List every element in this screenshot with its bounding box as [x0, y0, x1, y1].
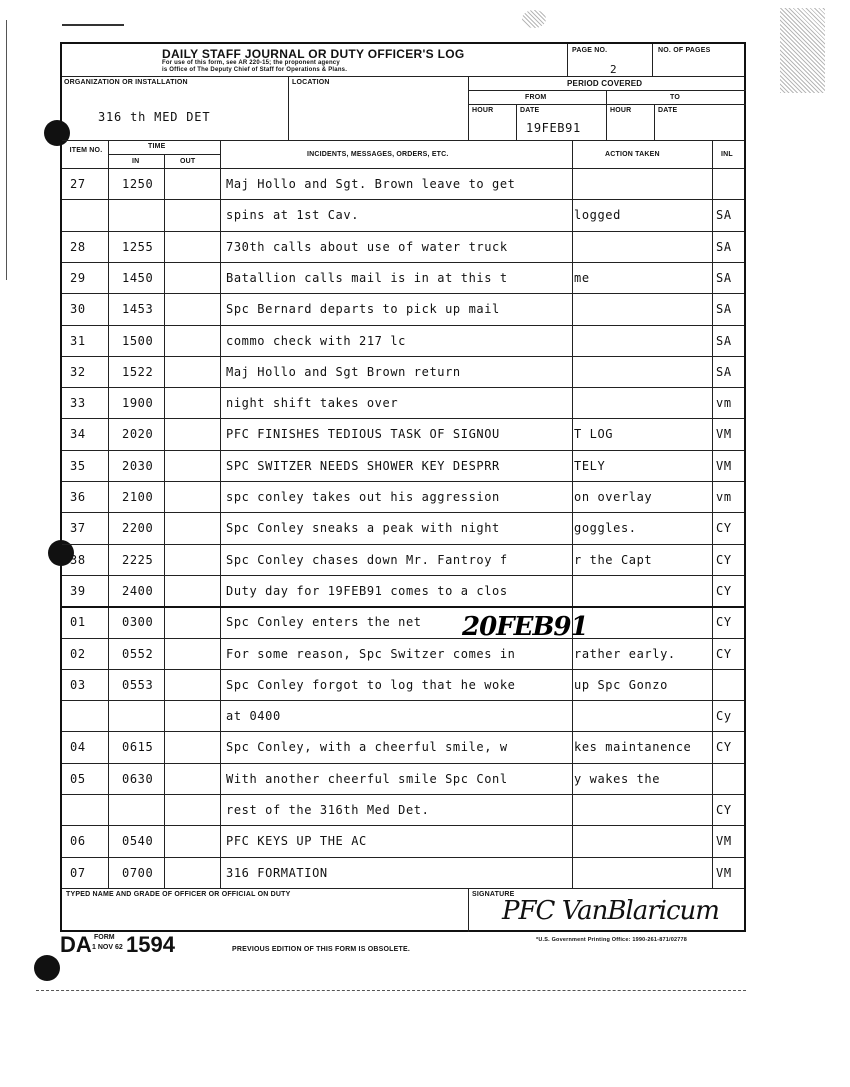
row-action-taken: me: [574, 270, 590, 285]
row-inl: SA: [716, 302, 732, 317]
row-incident-text: PFC KEYS UP THE AC: [226, 834, 367, 849]
typed-name-label: TYPED NAME AND GRADE OF OFFICER OR OFFICIAL ON DUTY: [66, 891, 291, 898]
row-time-in: 0553: [122, 677, 154, 692]
row-incident-text: Duty day for 19FEB91 comes to a clos: [226, 583, 508, 598]
row-time-in: 0540: [122, 834, 154, 849]
row-time-in: 1453: [122, 302, 154, 317]
page-edge-line: [6, 20, 7, 280]
row-time-in: 2020: [122, 427, 154, 442]
row-item-no: 03: [70, 677, 86, 692]
row-divider: [62, 325, 744, 326]
no-pages-label: NO. OF PAGES: [658, 47, 711, 54]
to-date-label: DATE: [658, 107, 678, 114]
row-divider: [62, 418, 744, 419]
row-action-taken: kes maintanence: [574, 740, 692, 755]
from-hour-label: HOUR: [472, 107, 494, 114]
row-divider: [62, 700, 744, 701]
row-incident-text: spins at 1st Cav.: [226, 208, 360, 223]
row-incident-text: Maj Hollo and Sgt Brown return: [226, 364, 461, 379]
row-incident-text: With another cheerful smile Spc Conl: [226, 771, 508, 786]
row-action-taken: goggles.: [574, 521, 637, 536]
from-date-value: 19FEB91: [526, 121, 581, 135]
punch-hole: [34, 955, 60, 981]
row-item-no: 39: [70, 583, 86, 598]
row-time-in: 2200: [122, 521, 154, 536]
footer-gpo: *U.S. Government Printing Office: 1990-261-871/02778: [536, 937, 688, 943]
row-incident-text: Spc Bernard departs to pick up mail: [226, 302, 500, 317]
row-incident-text: Spc Conley enters the net: [226, 615, 422, 630]
row-item-no: 05: [70, 771, 86, 786]
row-time-in: 0700: [122, 865, 154, 880]
row-time-in: 2225: [122, 552, 154, 567]
row-action-taken: T LOG: [574, 427, 614, 442]
row-item-no: 02: [70, 646, 86, 661]
row-action-taken: on overlay: [574, 490, 653, 504]
row-time-in: 0615: [122, 740, 154, 755]
row-incident-text: 730th calls about use of water truck: [226, 239, 508, 254]
row-divider: [62, 857, 744, 858]
scan-noise-top: [522, 10, 546, 28]
row-inl: SA: [716, 333, 732, 348]
location-label: LOCATION: [292, 79, 330, 86]
row-incident-text: commo check with 217 lc: [226, 333, 406, 348]
row-incident-text: Batallion calls mail is in at this t: [226, 270, 508, 285]
row-divider: [62, 544, 744, 545]
row-divider: [62, 450, 744, 451]
row-item-no: 36: [70, 490, 86, 504]
org-label: ORGANIZATION OR INSTALLATION: [64, 79, 188, 86]
row-divider: [62, 638, 744, 639]
row-time-in: 0300: [122, 615, 154, 630]
from-date-label: DATE: [520, 107, 540, 114]
row-item-no: 32: [70, 364, 86, 379]
form-subtitle-2: is Office of The Deputy Chief of Staff for Operations & Plans.: [162, 67, 348, 73]
row-time-in: 1900: [122, 396, 154, 411]
period-label: PERIOD COVERED: [567, 79, 643, 88]
row-inl: VM: [716, 834, 732, 849]
row-inl: CY: [716, 740, 732, 755]
row-inl: SA: [716, 270, 732, 285]
row-divider: [62, 512, 744, 513]
row-divider: [62, 575, 744, 576]
row-incident-text: night shift takes over: [226, 396, 399, 411]
from-label: FROM: [525, 94, 547, 101]
row-inl: SA: [716, 364, 732, 379]
row-incident-text: For some reason, Spc Switzer comes in: [226, 646, 516, 661]
row-divider: [62, 199, 744, 200]
row-incident-text: Spc Conley chases down Mr. Fantroy f: [226, 552, 508, 567]
row-item-no: 04: [70, 740, 86, 755]
row-inl: CY: [716, 646, 732, 661]
row-action-taken: r the Capt: [574, 552, 653, 567]
row-item-no: 35: [70, 458, 86, 473]
to-label: TO: [670, 94, 680, 101]
col-item-header: ITEM NO.: [69, 147, 103, 154]
col-in-header: IN: [132, 158, 140, 165]
footer-da: DA: [60, 932, 92, 957]
footer-form-date: 1 NOV 62: [92, 944, 123, 951]
row-inl: SA: [716, 208, 732, 223]
row-inl: SA: [716, 239, 732, 254]
row-incident-text: Spc Conley, with a cheerful smile, w: [226, 740, 508, 755]
row-item-no: 27: [70, 177, 86, 191]
row-incident-text: rest of the 316th Med Det.: [226, 803, 430, 817]
row-item-no: 28: [70, 239, 86, 254]
scan-noise-top-right: [780, 8, 825, 93]
row-action-taken: y wakes the: [574, 771, 661, 786]
row-incident-text: SPC SWITZER NEEDS SHOWER KEY DESPRR: [226, 458, 500, 473]
row-divider: [62, 356, 744, 357]
row-incident-text: 316 FORMATION: [226, 865, 328, 880]
col-out-header: OUT: [180, 158, 196, 165]
row-inl: CY: [716, 583, 732, 598]
row-divider: [62, 731, 744, 732]
col-incidents-header: INCIDENTS, MESSAGES, ORDERS, ETC.: [307, 151, 449, 158]
row-time-in: 2400: [122, 583, 154, 598]
row-inl: CY: [716, 615, 732, 630]
duty-log-form: [60, 42, 746, 932]
col-time-header: TIME: [148, 143, 166, 150]
row-incident-text: Spc Conley sneaks a peak with night: [226, 521, 500, 536]
row-inl: vm: [716, 490, 732, 504]
scan-mark-top-left: [62, 24, 124, 26]
col-action-header: ACTION TAKEN: [605, 151, 660, 158]
org-value: 316 th MED DET: [98, 110, 211, 124]
row-item-no: 38: [70, 552, 86, 567]
row-item-no: 31: [70, 333, 86, 348]
row-divider: [62, 825, 744, 826]
signature-label: SIGNATURE: [472, 891, 515, 898]
row-inl: VM: [716, 427, 732, 442]
row-time-in: 1250: [122, 177, 154, 191]
row-inl: VM: [716, 865, 732, 880]
row-time-in: 1522: [122, 364, 154, 379]
row-time-in: 1450: [122, 270, 154, 285]
row-divider: [62, 763, 744, 764]
row-item-no: 07: [70, 865, 86, 880]
row-incident-text: spc conley takes out his aggression: [226, 490, 500, 504]
row-action-taken: TELY: [574, 458, 606, 473]
row-time-in: 2030: [122, 458, 154, 473]
cut-line: [36, 990, 746, 991]
row-divider: [62, 262, 744, 263]
row-time-in: 0630: [122, 771, 154, 786]
row-item-no: 37: [70, 521, 86, 536]
row-inl: CY: [716, 521, 732, 536]
row-inl: CY: [716, 803, 732, 817]
footer-form-number: 1594: [126, 932, 175, 957]
row-time-in: 2100: [122, 490, 154, 504]
to-hour-label: HOUR: [610, 107, 632, 114]
row-item-no: 30: [70, 302, 86, 317]
handwritten-date: 20FEB91: [462, 612, 588, 642]
col-inl-header: INL: [721, 151, 733, 158]
row-time-in: 1500: [122, 333, 154, 348]
row-item-no: 33: [70, 396, 86, 411]
row-action-taken: up Spc Gonzo: [574, 677, 668, 692]
row-item-no: 06: [70, 834, 86, 849]
form-subtitle-1: For use of this form, see AR 220-15; the proponent agency: [162, 60, 340, 66]
page-no-value: 2: [610, 63, 617, 76]
row-divider: [62, 606, 744, 608]
row-incident-text: Maj Hollo and Sgt. Brown leave to get: [226, 177, 516, 191]
row-item-no: 01: [70, 615, 86, 630]
row-inl: vm: [716, 396, 732, 411]
row-action-taken: rather early.: [574, 646, 676, 661]
row-incident-text: PFC FINISHES TEDIOUS TASK OF SIGNOU: [226, 427, 500, 442]
form-title: DAILY STAFF JOURNAL OR DUTY OFFICER'S LOG: [162, 47, 465, 61]
row-time-in: 0552: [122, 646, 154, 661]
row-action-taken: logged: [574, 208, 621, 223]
footer-form-label: FORM: [94, 934, 115, 941]
row-divider: [62, 481, 744, 482]
row-incident-text: Spc Conley forgot to log that he woke: [226, 677, 516, 692]
row-divider: [62, 669, 744, 670]
row-inl: CY: [716, 552, 732, 567]
row-divider: [62, 387, 744, 388]
row-time-in: 1255: [122, 239, 154, 254]
row-divider: [62, 293, 744, 294]
row-item-no: 34: [70, 427, 86, 442]
signature: PFC VanBlaricum: [502, 896, 719, 926]
row-item-no: 29: [70, 270, 86, 285]
row-incident-text: at 0400: [226, 709, 281, 724]
row-divider: [62, 231, 744, 232]
page-no-label: PAGE NO.: [572, 47, 608, 54]
row-divider: [62, 794, 744, 795]
row-inl: VM: [716, 458, 732, 473]
row-inl: Cy: [716, 709, 732, 724]
footer-previous-edition: PREVIOUS EDITION OF THIS FORM IS OBSOLETE.: [232, 946, 410, 953]
